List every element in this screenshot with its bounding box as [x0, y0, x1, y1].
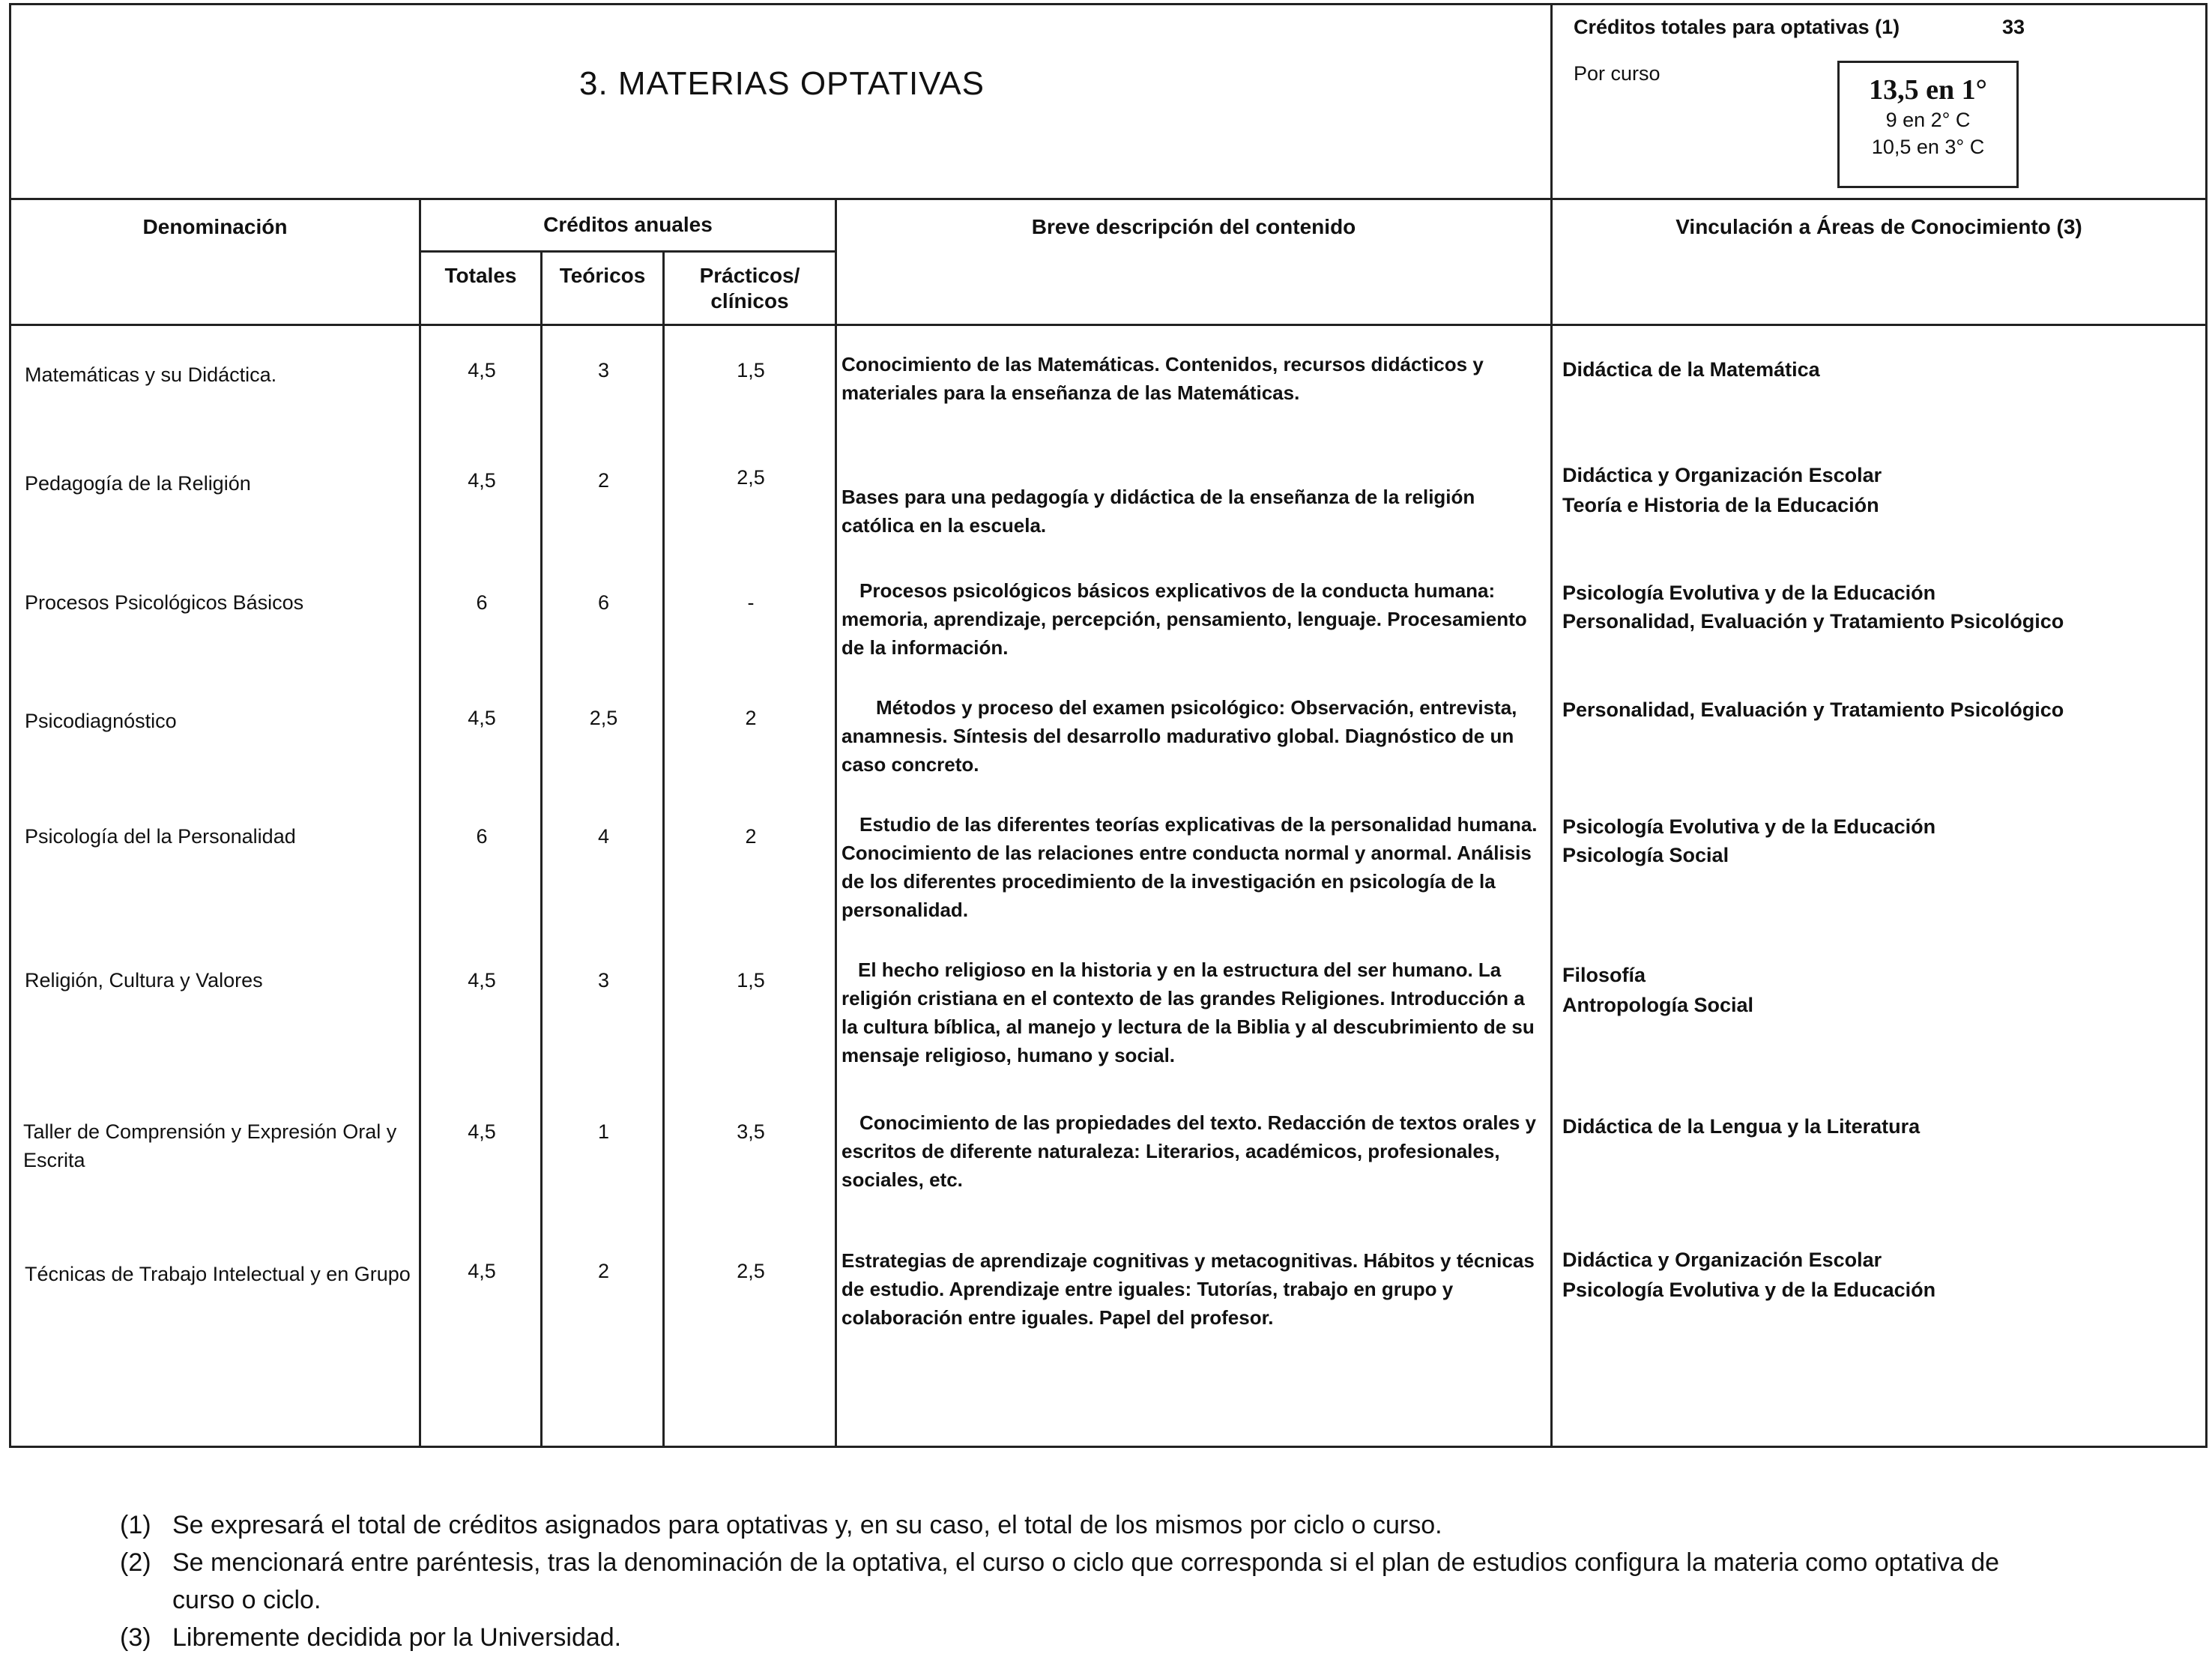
per-course-first: 13,5 en 1° — [1869, 74, 1987, 106]
subject-name: Taller de Comprensión y Expresión Oral y Escrita — [23, 1120, 397, 1171]
area-item: Psicología Social — [1562, 844, 1729, 866]
footnote — [120, 1506, 2068, 1544]
area-item: Antropología Social — [1562, 994, 1754, 1016]
area-item: Didáctica y Organización Escolar — [1562, 1249, 1882, 1271]
header-vinculacion — [1553, 200, 2205, 326]
area-item: Didáctica de la Lengua y la Literatura — [1562, 1115, 1921, 1138]
credits-teoricos: 2 — [597, 469, 610, 492]
credits-practicos: 2 — [745, 825, 757, 848]
subject-name: Técnicas de Trabajo Intelectual y en Grupo — [25, 1263, 411, 1285]
credits-practicos: 2,5 — [737, 1260, 765, 1282]
credits-totales: 4,5 — [468, 359, 496, 381]
subject-description: Procesos psicológicos básicos explicativos de la conducta humana: memoria, aprendizaje, percepción, pensamiento, lenguaje. Procesamiento de la información. — [841, 579, 1527, 659]
subject-name: Religión, Cultura y Valores — [25, 969, 263, 992]
area-item: Psicología Evolutiva y de la Educación — [1562, 1279, 1936, 1301]
area-item: Didáctica de la Matemática — [1562, 358, 1820, 381]
header-totales: Totales — [421, 253, 543, 326]
subject-name: Psicodiagnóstico — [25, 710, 177, 732]
total-credits-value: 33 — [2002, 16, 2025, 38]
credits-teoricos: 6 — [597, 591, 610, 614]
credits-totales: 4,5 — [468, 1120, 496, 1143]
credits-totales: 6 — [476, 591, 488, 614]
footnotes — [120, 1506, 2068, 1656]
page-title: 3. MATERIAS OPTATIVAS — [579, 65, 985, 102]
credits-totales: 6 — [476, 825, 488, 848]
subject-description: El hecho religioso en la historia y en la estructura del ser humano. La religión cristiana en el contexto de las grandes Religiones. Introducción a la cultura bíblica, al manejo y lectura de la Biblia y al descubrimiento de su mensaje religioso, humano y social. — [841, 959, 1535, 1066]
subject-name: Matemáticas y su Didáctica. — [25, 363, 277, 386]
credits-teoricos: 2,5 — [589, 707, 618, 729]
area-item: Psicología Evolutiva y de la Educación — [1562, 815, 1936, 838]
credits-practicos: 2,5 — [737, 466, 765, 489]
credits-totales: 4,5 — [468, 707, 496, 729]
optativas-table — [9, 3, 2208, 1448]
header-descripcion — [837, 200, 1553, 326]
area-item: Personalidad, Evaluación y Tratamiento Psicológico — [1562, 698, 2064, 721]
per-course-label: Por curso — [1574, 62, 1660, 85]
header-teoricos: Teóricos — [543, 253, 665, 326]
subject-description: Conocimiento de las propiedades del texto. Redacción de textos orales y escritos de diferente naturaleza: Literarios, académicos, profesionales, sociales, etc. — [841, 1111, 1537, 1191]
credits-teoricos: 3 — [597, 969, 610, 992]
footnote-number: (1) — [120, 1511, 151, 1539]
footnote-number: (2) — [120, 1548, 151, 1577]
credits-practicos: 1,5 — [737, 969, 765, 992]
subject-description: Bases para una pedagogía y didáctica de la enseñanza de la religión católica en la escuela. — [841, 486, 1475, 537]
area-item: Filosofía — [1562, 964, 1646, 986]
credits-summary — [1553, 5, 2205, 200]
credits-teoricos: 1 — [597, 1120, 610, 1143]
footnote-text: Se expresará el total de créditos asignados para optativas y, en su caso, el total de los mismos por ciclo o curso. — [172, 1511, 1442, 1539]
header-descripcion-label: Breve descripción del contenido — [1031, 215, 1356, 238]
subject-description: Estrategias de aprendizaje cognitivas y metacognitivas. Hábitos y técnicas de estudio. Aprendizaje entre iguales: Tutorías, trabajo en grupo y colaboración entre iguales. Papel del profesor. — [841, 1249, 1535, 1329]
header-vinculacion-label: Vinculación a Áreas de Conocimiento (3) — [1675, 215, 2082, 238]
subject-description: Conocimiento de las Matemáticas. Contenidos, recursos didácticos y materiales para la enseñanza de las Matemáticas. — [841, 353, 1484, 404]
subject-description: Métodos y proceso del examen psicológico: Observación, entrevista, anamnesis. Síntesis del desarrollo madurativo global. Diagnóstico de un caso concreto. — [841, 696, 1517, 776]
area-item: Didáctica y Organización Escolar — [1562, 464, 1882, 486]
subject-name: Psicología del la Personalidad — [25, 825, 296, 848]
header-denominacion-label: Denominación — [142, 215, 288, 238]
credits-practicos: 2 — [745, 707, 757, 729]
subject-name: Pedagogía de la Religión — [25, 472, 251, 495]
credits-teoricos: 3 — [597, 359, 610, 381]
per-course-second: 9 en 2° C — [1885, 109, 1971, 131]
footnote — [120, 1544, 2068, 1619]
header-practicos: Prácticos/ clínicos — [665, 253, 837, 326]
area-item: Teoría e Historia de la Educación — [1562, 494, 1879, 516]
credits-teoricos: 4 — [597, 825, 610, 848]
credits-practicos: 3,5 — [737, 1120, 765, 1143]
subject-name: Procesos Psicológicos Básicos — [25, 591, 304, 614]
per-course-third: 10,5 en 3° C — [1871, 136, 1985, 158]
credits-practicos: 1,5 — [737, 359, 765, 381]
per-course-box — [1837, 61, 2019, 188]
footnote-text: Se mencionará entre paréntesis, tras la denominación de la optativa, el curso o ciclo que corresponda si el plan de estudios configura la materia como optativa de curso o ciclo. — [172, 1548, 2000, 1614]
area-item: Personalidad, Evaluación y Tratamiento Psicológico — [1562, 610, 2064, 633]
credits-totales: 4,5 — [468, 469, 496, 492]
footnote-number: (3) — [120, 1623, 151, 1652]
subject-description: Estudio de las diferentes teorías explicativas de la personalidad humana. Conocimiento de las relaciones entre conducta normal y anormal. Análisis de los diferentes procedimiento de la investigación en psicología de la personalidad. — [841, 813, 1538, 921]
footnote — [120, 1619, 2068, 1656]
total-credits-label: Créditos totales para optativas (1) — [1574, 16, 1900, 38]
header-creditos-anuales: Créditos anuales — [421, 200, 837, 253]
credits-practicos: - — [747, 591, 755, 614]
column-divider — [1550, 326, 1553, 1446]
footnote-text: Libremente decidida por la Universidad. — [172, 1623, 622, 1652]
credits-teoricos: 2 — [597, 1260, 610, 1282]
title-cell — [11, 5, 1553, 200]
credits-totales: 4,5 — [468, 1260, 496, 1282]
credits-totales: 4,5 — [468, 969, 496, 992]
area-item: Psicología Evolutiva y de la Educación — [1562, 582, 1936, 604]
header-denominacion — [11, 200, 421, 326]
